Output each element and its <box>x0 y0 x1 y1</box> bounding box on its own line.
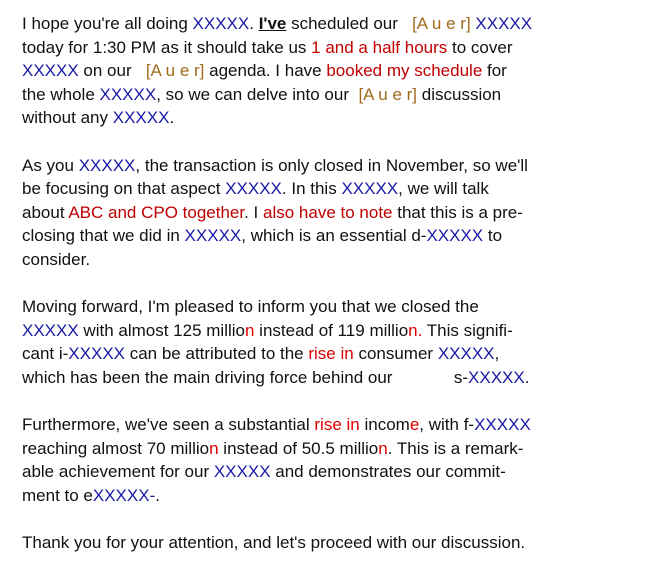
text-run: , the transaction is only closed in November, so we'll <box>135 155 528 175</box>
text-line <box>22 342 622 366</box>
text-run: be focusing on that aspect <box>22 179 226 198</box>
text-run: I hope you're all doing <box>22 14 193 33</box>
text-run: to <box>483 226 503 245</box>
redacted-placeholder: XXXXX- <box>92 485 156 505</box>
highlighted-text: n <box>244 320 255 340</box>
text-run: for <box>482 61 507 80</box>
redacted-placeholder: XXXXX <box>99 84 157 104</box>
text-run: Moving forward, I'm pleased to inform you that we closed the <box>22 297 479 316</box>
text-run: , which is an essential d- <box>241 226 427 245</box>
highlighted-text: 1 and a half hours <box>311 37 448 57</box>
redacted-placeholder: XXXXX <box>225 179 282 198</box>
paragraph <box>22 413 622 507</box>
text-line <box>22 460 622 484</box>
redacted-placeholder: XXXXX <box>68 344 125 363</box>
redacted-placeholder: XXXXX <box>192 14 250 33</box>
redacted-placeholder: XXXXX <box>437 344 495 363</box>
text-run: Thank you for your attention, and let's proceed with our discussion. <box>22 533 526 552</box>
speaker-tag: [A u e r] <box>412 14 471 33</box>
redacted-placeholder: XXXXX <box>426 226 484 245</box>
redacted-placeholder: XXXXX <box>112 108 170 127</box>
text-run: consider. <box>22 249 91 269</box>
paragraph <box>22 295 622 389</box>
text-line <box>22 319 622 343</box>
text-run: . <box>524 367 530 387</box>
text-run: . <box>155 485 160 505</box>
text-run: . <box>169 108 175 127</box>
text-line <box>22 59 622 83</box>
redacted-placeholder: XXXXX <box>22 320 79 340</box>
text-run: scheduled our <box>286 14 413 33</box>
text-run: with almost 125 millio <box>78 320 245 340</box>
redacted-placeholder: XXXXX <box>78 155 136 175</box>
redacted-placeholder: XXXXX <box>22 61 79 80</box>
text-line <box>22 154 622 178</box>
text-run: . This is a remark- <box>387 438 524 458</box>
redacted-placeholder: XXXXX <box>475 14 533 33</box>
text-line <box>22 531 622 555</box>
text-line <box>22 83 622 107</box>
speaker-tag: [A u e r] <box>145 61 205 80</box>
text-line <box>22 437 622 461</box>
text-run: closing that we did in <box>22 226 185 245</box>
text-run: , so we can delve into our <box>156 84 359 104</box>
speaker-tag: [A u e r] <box>358 84 418 104</box>
paragraph <box>22 531 622 555</box>
text-line <box>22 413 622 437</box>
highlighted-text: n. <box>408 320 423 340</box>
text-run: can be attributed to the <box>125 344 309 363</box>
text-run: which has been the main driving force behind our s- <box>22 367 469 387</box>
text-run: discussion <box>417 84 502 104</box>
text-run: ment to e <box>22 485 93 505</box>
redacted-placeholder: XXXXX <box>213 462 271 481</box>
text-run: on our <box>78 61 146 80</box>
text-line <box>22 224 622 248</box>
highlighted-text: booked my schedule <box>326 61 483 80</box>
highlighted-text: also have to note <box>263 202 393 222</box>
document-body <box>22 12 622 579</box>
highlighted-text: ABC and CPO together <box>68 202 245 222</box>
text-run: , with f- <box>419 415 475 434</box>
text-run: This signifi- <box>422 320 513 340</box>
text-run: the whole <box>22 84 100 104</box>
text-run: incom <box>359 415 410 434</box>
text-run: able achievement for our <box>22 462 214 481</box>
text-run: without any <box>22 108 113 127</box>
text-line <box>22 177 622 201</box>
text-run: , <box>494 344 500 363</box>
text-run: today for 1:30 PM as it should take us <box>22 37 312 57</box>
text-run: about <box>22 202 69 222</box>
text-run: consumer <box>353 344 438 363</box>
text-run: instead of 50.5 millio <box>218 438 379 458</box>
text-line <box>22 295 622 319</box>
text-run: , we will talk <box>398 179 489 198</box>
highlighted-text: n <box>209 438 219 458</box>
text-line <box>22 12 622 36</box>
text-run: that this is a pre- <box>392 202 523 222</box>
text-run: instead of 119 millio <box>254 320 409 340</box>
text-run: reaching almost 70 millio <box>22 438 210 458</box>
text-line <box>22 36 622 60</box>
highlighted-text: rise in <box>314 415 360 434</box>
paragraph <box>22 12 622 130</box>
text-run: to cover <box>447 37 513 57</box>
paragraph <box>22 154 622 272</box>
text-run: . <box>249 14 259 33</box>
redacted-placeholder: XXXXX <box>474 415 531 434</box>
text-line <box>22 106 622 130</box>
text-run: Furthermore, we've seen a substantial <box>22 415 315 434</box>
redacted-placeholder: XXXXX <box>468 367 525 387</box>
highlighted-text: e <box>409 415 420 434</box>
text-run: As you <box>22 155 79 175</box>
text-run: . I <box>244 202 264 222</box>
text-line <box>22 248 622 272</box>
text-run: agenda. I have <box>204 61 327 80</box>
highlighted-text: rise in <box>308 344 354 363</box>
redacted-placeholder: XXXXX <box>184 226 242 245</box>
emphasized-text: I've <box>258 14 287 33</box>
text-line <box>22 201 622 225</box>
text-line <box>22 366 622 390</box>
text-run: . In this <box>281 179 342 198</box>
text-run: cant i- <box>22 344 69 363</box>
text-line <box>22 484 622 508</box>
highlighted-text: n <box>378 438 388 458</box>
text-run: and demonstrates our commit- <box>270 462 506 481</box>
redacted-placeholder: XXXXX <box>341 179 399 198</box>
